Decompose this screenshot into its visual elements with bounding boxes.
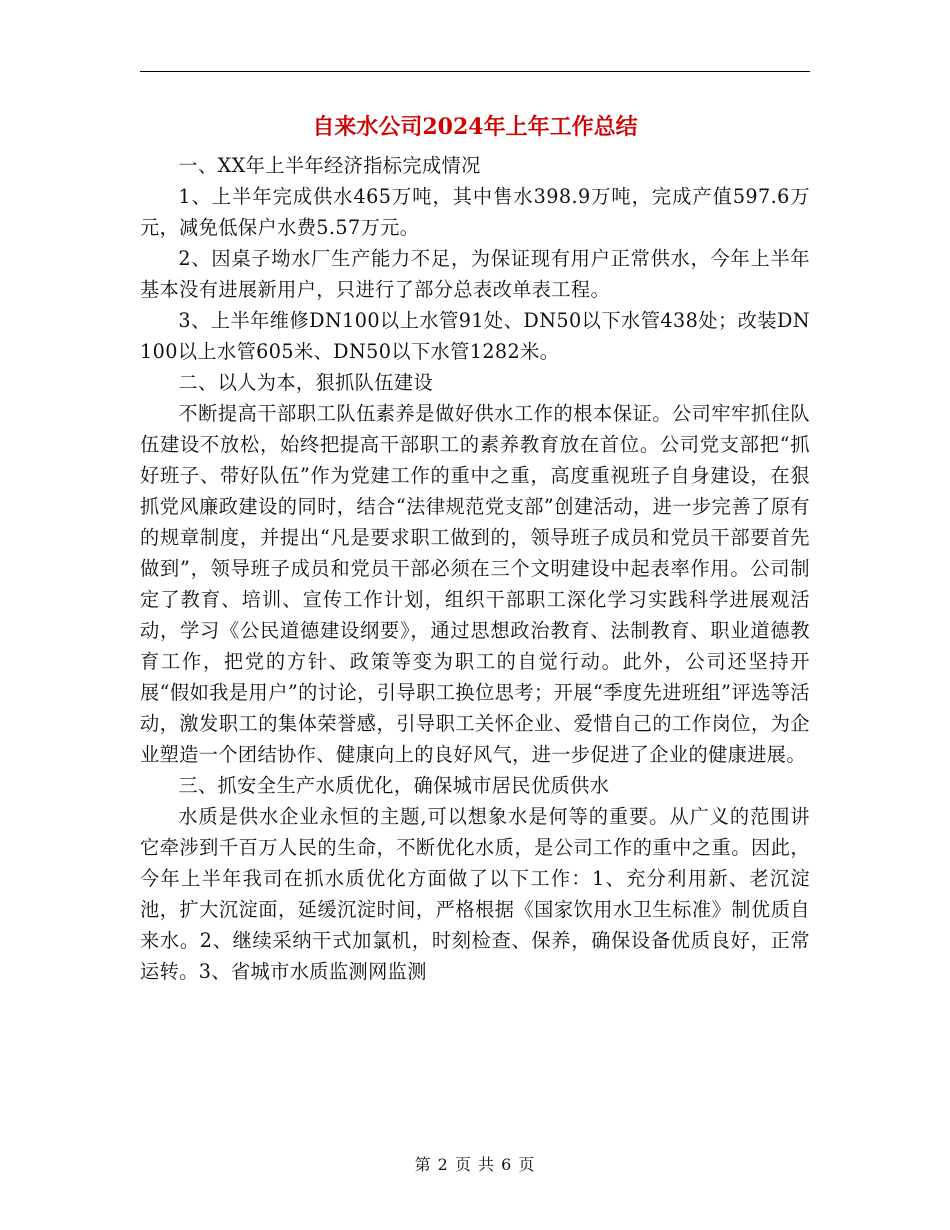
document-title: 自来水公司2024年上年工作总结	[312, 114, 638, 140]
section-heading-2: 二、以人为本，狠抓队伍建设	[178, 371, 434, 394]
paragraph: 1、上半年完成供水465万吨，其中售水398.9万吨，完成产值597.6万元，减免低保户水费5.57万元。	[140, 185, 810, 239]
section-heading-1: 一、XX年上半年经济指标完成情况	[178, 154, 481, 177]
page-number-footer: 第 2 页 共 6 页	[414, 1155, 536, 1174]
paragraph: 水质是供水企业永恒的主题,可以想象水是何等的重要。从广义的范围讲它牵涉到千百万人民的生命，不断优化水质，是公司工作的重中之重。因此，今年上半年我司在抓水质优化方面做了以下工作：1、充分利用新、老沉淀池，扩大沉淀面，延缓沉淀时间，严格根据《国家饮用水卫生标准》制优质自来水。2、继续采纳干式加氯机，时刻检查、保养，确保设备优质良好，正常运转。3、省城市水质监测网监测	[140, 805, 810, 983]
document-body	[140, 150, 810, 987]
header-rule	[140, 71, 810, 72]
paragraph: 3、上半年维修DN100以上水管91处、DN50以下水管438处；改装DN100以上水管605米、DN50以下水管1282米。	[140, 309, 810, 363]
paragraph: 不断提高干部职工队伍素养是做好供水工作的根本保证。公司牢牢抓住队伍建设不放松，始终把提高干部职工的素养教育放在首位。公司党支部把“抓好班子、带好队伍”作为党建工作的重中之重，高度重视班子自身建设，在狠抓党风廉政建设的同时，结合“法律规范党支部”创建活动，进一步完善了原有的规章制度，并提出“凡是要求职工做到的，领导班子成员和党员干部要首先做到”，领导班子成员和党员干部必须在三个文明建设中起表率作用。公司制定了教育、培训、宣传工作计划，组织干部职工深化学习实践科学进展观活动，学习《公民道德建设纲要》，通过思想政治教育、法制教育、职业道德教育工作，把党的方针、政策等变为职工的自觉行动。此外，公司还坚持开展“假如我是用户”的讨论，引导职工换位思考；开展“季度先进班组”评选等活动，激发职工的集体荣誉感，引导职工关怀企业、爱惜自己的工作岗位，为企业塑造一个团结协作、健康向上的良好风气，进一步促进了企业的健康进展。	[140, 402, 810, 766]
section-heading-3: 三、抓安全生产水质优化，确保城市居民优质供水	[178, 774, 610, 797]
paragraph: 2、因桌子坳水厂生产能力不足，为保证现有用户正常供水，今年上半年基本没有进展新用户，只进行了部分总表改单表工程。	[140, 247, 810, 301]
